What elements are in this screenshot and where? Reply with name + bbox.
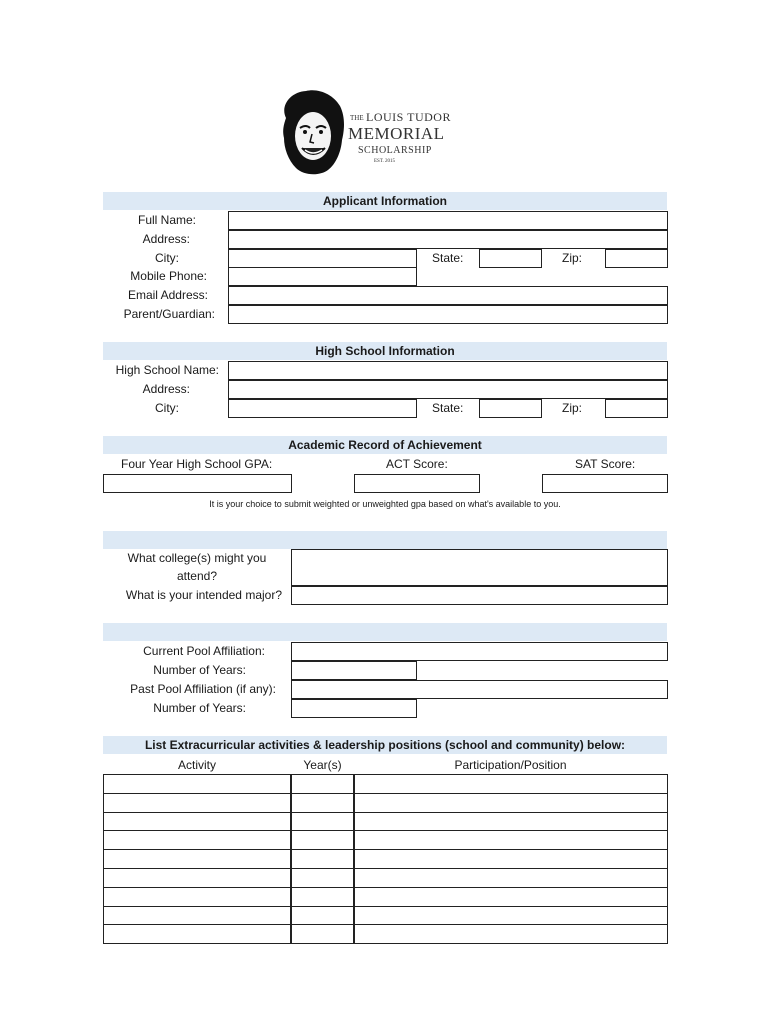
address-label: Address: (142, 232, 190, 246)
years-cell[interactable] (291, 849, 354, 869)
years2-field[interactable] (291, 699, 417, 718)
years1-label: Number of Years: (153, 663, 246, 677)
years-cell[interactable] (291, 868, 354, 888)
college-section-header (103, 531, 667, 549)
act-field[interactable] (354, 474, 480, 493)
logo-memorial: MEMORIAL (348, 124, 445, 143)
hs-name-field[interactable] (228, 361, 668, 380)
position-column-header: Participation/Position (454, 758, 567, 772)
hs-address-label: Address: (142, 382, 190, 396)
state-field[interactable] (479, 249, 542, 268)
parent-label: Parent/Guardian: (123, 307, 215, 321)
gpa-field[interactable] (103, 474, 292, 493)
position-cell[interactable] (354, 849, 668, 869)
activities-section-header (103, 736, 667, 754)
sat-label: SAT Score: (575, 457, 636, 471)
activity-cell[interactable] (103, 887, 291, 907)
hs-zip-field[interactable] (605, 399, 668, 418)
high-school-section-title: High School Information (315, 344, 455, 358)
position-cell[interactable] (354, 812, 668, 832)
email-label: Email Address: (127, 288, 208, 302)
high-school-section-header (103, 342, 667, 360)
city-label: City: (155, 251, 179, 265)
activity-cell[interactable] (103, 868, 291, 888)
years-column-header: Year(s) (303, 758, 342, 772)
academic-section-title: Academic Record of Achievement (288, 438, 482, 452)
hs-zip-label: Zip: (562, 401, 583, 415)
major-field[interactable] (291, 586, 668, 605)
full-name-label: Full Name: (137, 213, 196, 227)
position-cell[interactable] (354, 793, 668, 813)
years-cell[interactable] (291, 830, 354, 850)
years-cell[interactable] (291, 812, 354, 832)
college-field[interactable] (291, 549, 668, 586)
activities-section-title: List Extracurricular activities & leadership positions (school and community) below: (144, 738, 626, 752)
activity-cell[interactable] (103, 924, 291, 944)
activity-cell[interactable] (103, 812, 291, 832)
years1-field[interactable] (291, 661, 417, 680)
position-cell[interactable] (354, 924, 668, 944)
position-cell[interactable] (354, 774, 668, 794)
logo-small: EST. 2015 (374, 159, 396, 164)
hs-state-label: State: (432, 401, 464, 415)
position-cell[interactable] (354, 906, 668, 926)
years-cell[interactable] (291, 793, 354, 813)
activity-cell[interactable] (103, 849, 291, 869)
major-label: What is your intended major? (125, 588, 282, 602)
current-pool-field[interactable] (291, 642, 668, 661)
college-label-line2: attend? (176, 569, 218, 583)
college-label-line1: What college(s) might you (127, 551, 267, 565)
years-cell[interactable] (291, 774, 354, 794)
activity-cell[interactable] (103, 793, 291, 813)
logo-name: LOUIS TUDOR (366, 110, 451, 124)
act-label: ACT Score: (386, 457, 448, 471)
applicant-section-header (103, 192, 667, 210)
past-pool-label: Past Pool Affiliation (if any): (130, 682, 276, 696)
activity-column-header: Activity (177, 758, 216, 772)
hs-city-field[interactable] (228, 399, 417, 418)
logo-scholarship: SCHOLARSHIP (358, 145, 432, 156)
applicant-section-title: Applicant Information (323, 194, 447, 208)
parent-field[interactable] (228, 305, 668, 324)
pool-section-header (103, 623, 667, 641)
activity-cell[interactable] (103, 774, 291, 794)
position-cell[interactable] (354, 887, 668, 907)
hs-address-field[interactable] (228, 380, 668, 399)
years-cell[interactable] (291, 906, 354, 926)
position-cell[interactable] (354, 868, 668, 888)
mobile-field[interactable] (228, 267, 417, 286)
mobile-label: Mobile Phone: (130, 269, 207, 283)
email-field[interactable] (228, 286, 668, 305)
gpa-label: Four Year High School GPA: (121, 457, 273, 471)
sat-field[interactable] (542, 474, 668, 493)
activity-cell[interactable] (103, 830, 291, 850)
position-cell[interactable] (354, 830, 668, 850)
hs-name-label: High School Name: (115, 363, 219, 377)
portrait-icon (278, 88, 348, 178)
state-label: State: (432, 251, 464, 265)
city-field[interactable] (228, 249, 417, 268)
past-pool-field[interactable] (291, 680, 668, 699)
years-cell[interactable] (291, 887, 354, 907)
activities-table (103, 774, 668, 943)
activity-cell[interactable] (103, 906, 291, 926)
address-field[interactable] (228, 230, 668, 249)
gpa-note: It is your choice to submit weighted or unweighted gpa based on what's available to you. (209, 499, 561, 509)
full-name-field[interactable] (228, 211, 668, 230)
years-cell[interactable] (291, 924, 354, 944)
hs-city-label: City: (155, 401, 179, 415)
scholarship-logo (278, 88, 451, 178)
zip-label: Zip: (562, 251, 583, 265)
logo-the: THE (350, 114, 364, 122)
years2-label: Number of Years: (153, 701, 246, 715)
zip-field[interactable] (605, 249, 668, 268)
hs-state-field[interactable] (479, 399, 542, 418)
current-pool-label: Current Pool Affiliation: (143, 644, 265, 658)
academic-section-header (103, 436, 667, 454)
